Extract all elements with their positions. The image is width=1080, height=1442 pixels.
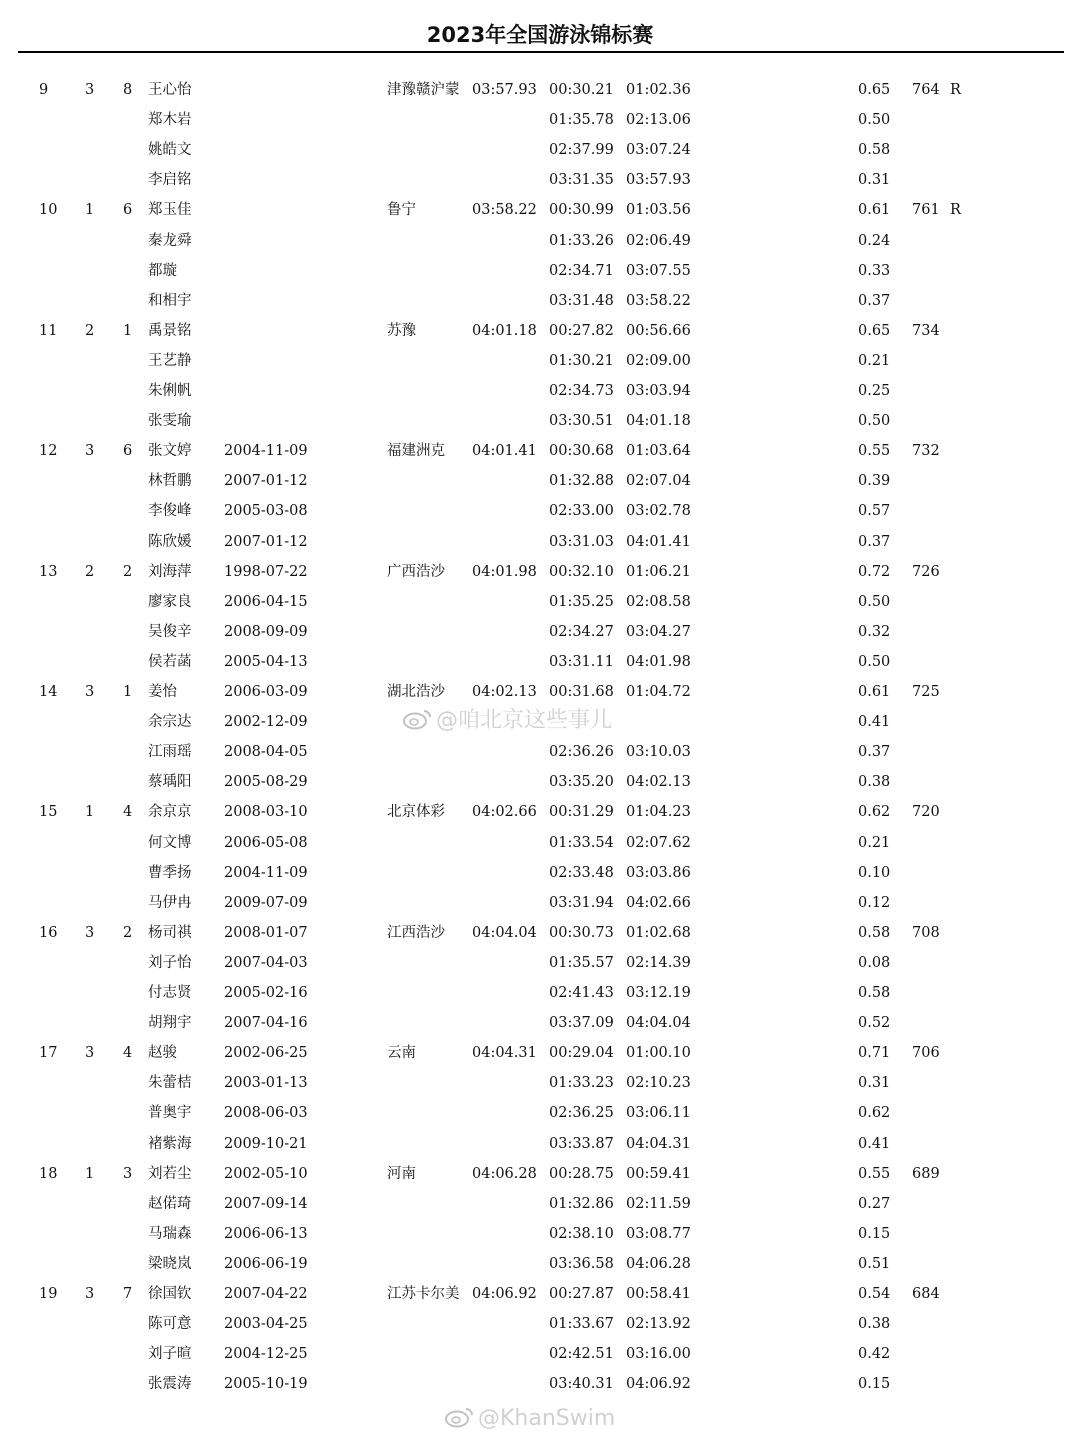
time-cell: 04:04.04 [472, 924, 537, 941]
swimmer-name-cell: 张雯瑜 [148, 413, 192, 430]
birth-date-cell: 2006-05-08 [224, 834, 308, 851]
swimmer-name-cell: 王心怡 [148, 82, 192, 98]
reaction-time-cell: 0.08 [858, 954, 891, 971]
split-time-cell: 03:07.55 [626, 262, 691, 279]
swimmer-name-cell: 朱俐帆 [148, 383, 192, 399]
reaction-time-cell: 0.32 [858, 623, 891, 640]
split-time-cell: 02:41.43 [549, 985, 614, 1001]
rank-cell: 10 [39, 202, 58, 219]
swimmer-name-cell: 马瑞森 [148, 1225, 192, 1242]
birth-date-cell: 2005-04-13 [224, 653, 308, 670]
team-cell: 江苏卡尔美 [387, 1286, 460, 1302]
split-time-cell: 02:06.49 [626, 232, 691, 249]
split-time-cell: 03:58.22 [626, 292, 691, 309]
swimmer-name-cell: 都璇 [148, 262, 177, 279]
swimmer-name-cell: 杨司祺 [148, 924, 192, 941]
swimmer-name-cell: 姚皓文 [148, 142, 192, 159]
reaction-time-cell: 0.37 [858, 292, 891, 309]
heat-cell: 3 [85, 1045, 95, 1062]
swimmer-name-cell: 陈欣媛 [148, 533, 192, 550]
birth-date-cell: 2008-03-10 [224, 804, 308, 821]
split-time-cell: 03:02.78 [626, 503, 691, 520]
reaction-time-cell: 0.50 [858, 112, 891, 129]
split-time-cell: 02:34.71 [549, 262, 614, 279]
birth-date-cell: 2005-03-08 [224, 503, 308, 520]
swimmer-name-cell: 和相宇 [148, 292, 192, 309]
points-cell: 708 [912, 924, 940, 941]
reaction-time-cell: 0.31 [858, 172, 891, 189]
time-cell: 03:57.93 [472, 82, 537, 98]
page-title: 2023年全国游泳锦标赛 [426, 23, 654, 47]
swimmer-name-cell: 刘子怡 [148, 954, 192, 971]
team-cell: 津豫赣沪蒙 [387, 82, 460, 98]
split-time-cell: 03:04.27 [626, 623, 691, 640]
swimmer-name-cell: 江雨瑶 [148, 744, 192, 761]
split-time-cell: 04:04.31 [626, 1135, 691, 1152]
team-cell: 江西浩沙 [387, 924, 445, 941]
swimmer-name-cell: 赵偌琦 [148, 1195, 192, 1212]
split-time-cell: 03:31.48 [549, 292, 614, 309]
birth-date-cell: 2007-04-03 [224, 954, 308, 971]
split-time-cell: 03:31.94 [549, 894, 614, 911]
points-cell: 764 [912, 82, 940, 98]
split-time-cell: 03:30.51 [549, 413, 614, 430]
swimmer-name-cell: 何文博 [148, 834, 192, 851]
swimmer-name-cell: 刘若尘 [148, 1165, 192, 1182]
points-cell: 725 [912, 684, 940, 700]
swimmer-name-cell: 吴俊辛 [148, 623, 192, 640]
birth-date-cell: 2008-06-03 [224, 1105, 308, 1122]
lane-cell: 2 [123, 563, 133, 580]
split-time-cell: 03:31.11 [549, 653, 614, 670]
split-time-cell: 01:03.64 [626, 443, 691, 460]
birth-date-cell: 2002-05-10 [224, 1165, 308, 1182]
reaction-time-cell: 0.61 [858, 202, 891, 219]
reaction-time-cell: 0.15 [858, 1225, 891, 1242]
swimmer-name-cell: 胡翔宇 [148, 1015, 192, 1032]
rank-cell: 9 [39, 82, 49, 98]
reaction-time-cell: 0.21 [858, 352, 891, 369]
split-time-cell: 02:07.04 [626, 473, 691, 490]
birth-date-cell: 2008-09-09 [224, 623, 308, 640]
birth-date-cell: 2005-02-16 [224, 985, 308, 1001]
split-time-cell: 01:32.86 [549, 1195, 614, 1212]
record-note-cell: R [950, 82, 961, 98]
swimmer-name-cell: 刘子暄 [148, 1346, 192, 1363]
team-cell: 云南 [387, 1045, 416, 1062]
split-time-cell: 01:33.23 [549, 1075, 614, 1092]
birth-date-cell: 2006-06-13 [224, 1225, 308, 1242]
swimmer-name-cell: 赵骏 [148, 1045, 177, 1062]
split-time-cell: 03:12.19 [626, 985, 691, 1001]
split-time-cell: 03:07.24 [626, 142, 691, 159]
weibo-icon [402, 708, 432, 730]
birth-date-cell: 2006-03-09 [224, 684, 308, 700]
lane-cell: 2 [123, 924, 133, 941]
split-time-cell: 03:10.03 [626, 744, 691, 761]
reaction-time-cell: 0.72 [858, 563, 891, 580]
team-cell: 湖北浩沙 [387, 684, 445, 700]
lane-cell: 6 [123, 202, 133, 219]
time-cell: 03:58.22 [472, 202, 537, 219]
split-time-cell: 01:03.56 [626, 202, 691, 219]
swimmer-name-cell: 郑木岩 [148, 112, 192, 129]
reaction-time-cell: 0.58 [858, 924, 891, 941]
reaction-time-cell: 0.27 [858, 1195, 891, 1212]
reaction-time-cell: 0.10 [858, 864, 891, 881]
split-time-cell: 04:02.66 [626, 894, 691, 911]
rank-cell: 12 [39, 443, 58, 460]
reaction-time-cell: 0.55 [858, 443, 891, 460]
split-time-cell: 02:14.39 [626, 954, 691, 971]
reaction-time-cell: 0.58 [858, 142, 891, 159]
reaction-time-cell: 0.50 [858, 653, 891, 670]
swimmer-name-cell: 普奥宇 [148, 1105, 192, 1122]
split-time-cell: 04:01.98 [626, 653, 691, 670]
reaction-time-cell: 0.65 [858, 82, 891, 98]
swimmer-name-cell: 张震涛 [148, 1376, 192, 1393]
split-time-cell: 01:35.57 [549, 954, 614, 971]
split-time-cell: 02:38.10 [549, 1225, 614, 1242]
birth-date-cell: 2007-01-12 [224, 473, 308, 490]
heat-cell: 3 [85, 1286, 95, 1302]
birth-date-cell: 2009-07-09 [224, 894, 308, 911]
split-time-cell: 03:31.03 [549, 533, 614, 550]
birth-date-cell: 2007-09-14 [224, 1195, 308, 1212]
split-time-cell: 02:13.92 [626, 1316, 691, 1333]
lane-cell: 4 [123, 1045, 133, 1062]
reaction-time-cell: 0.39 [858, 473, 891, 490]
reaction-time-cell: 0.52 [858, 1015, 891, 1032]
split-time-cell: 02:36.25 [549, 1105, 614, 1122]
reaction-time-cell: 0.61 [858, 684, 891, 700]
heat-cell: 3 [85, 443, 95, 460]
reaction-time-cell: 0.41 [858, 714, 891, 731]
heat-cell: 3 [85, 684, 95, 700]
split-time-cell: 01:33.54 [549, 834, 614, 851]
points-cell: 734 [912, 322, 940, 339]
reaction-time-cell: 0.37 [858, 744, 891, 761]
swimmer-name-cell: 廖家良 [148, 593, 192, 610]
swimmer-name-cell: 禹景铭 [148, 322, 192, 339]
swimmer-name-cell: 徐国钦 [148, 1286, 192, 1302]
split-time-cell: 00:30.73 [549, 924, 614, 941]
lane-cell: 8 [123, 82, 133, 98]
heat-cell: 1 [85, 804, 95, 821]
swimmer-name-cell: 秦龙舜 [148, 232, 192, 249]
birth-date-cell: 2005-08-29 [224, 774, 308, 791]
reaction-time-cell: 0.12 [858, 894, 891, 911]
split-time-cell: 02:37.99 [549, 142, 614, 159]
points-cell: 684 [912, 1286, 940, 1302]
split-time-cell: 01:00.10 [626, 1045, 691, 1062]
split-time-cell: 01:02.68 [626, 924, 691, 941]
split-time-cell: 03:37.09 [549, 1015, 614, 1032]
birth-date-cell: 2003-01-13 [224, 1075, 308, 1092]
split-time-cell: 04:06.28 [626, 1255, 691, 1272]
heat-cell: 1 [85, 1165, 95, 1182]
weibo-icon [444, 1406, 474, 1428]
time-cell: 04:02.13 [472, 684, 537, 700]
swimmer-name-cell: 李启铭 [148, 172, 192, 189]
split-time-cell: 00:32.10 [549, 563, 614, 580]
record-note-cell: R [950, 202, 961, 219]
team-cell: 苏豫 [387, 322, 416, 339]
split-time-cell: 03:33.87 [549, 1135, 614, 1152]
split-time-cell: 01:33.26 [549, 232, 614, 249]
points-cell: 706 [912, 1045, 940, 1062]
reaction-time-cell: 0.55 [858, 1165, 891, 1182]
birth-date-cell: 2005-10-19 [224, 1376, 308, 1393]
swimmer-name-cell: 林哲鹏 [148, 473, 192, 490]
swimmer-name-cell: 褚紫海 [148, 1135, 192, 1152]
reaction-time-cell: 0.38 [858, 774, 891, 791]
swimmer-name-cell: 李俊峰 [148, 503, 192, 520]
split-time-cell: 02:07.62 [626, 834, 691, 851]
split-time-cell: 03:08.77 [626, 1225, 691, 1242]
split-time-cell: 02:34.27 [549, 623, 614, 640]
split-time-cell: 00:29.04 [549, 1045, 614, 1062]
split-time-cell: 00:30.68 [549, 443, 614, 460]
swimmer-name-cell: 姜怡 [148, 684, 177, 700]
birth-date-cell: 1998-07-22 [224, 563, 308, 580]
split-time-cell: 04:01.18 [626, 413, 691, 430]
rank-cell: 17 [39, 1045, 58, 1062]
split-time-cell: 02:36.26 [549, 744, 614, 761]
heat-cell: 3 [85, 82, 95, 98]
reaction-time-cell: 0.25 [858, 383, 891, 399]
split-time-cell: 00:58.41 [626, 1286, 691, 1302]
split-time-cell: 01:04.72 [626, 684, 691, 700]
rank-cell: 16 [39, 924, 58, 941]
reaction-time-cell: 0.33 [858, 262, 891, 279]
swimmer-name-cell: 侯若菡 [148, 653, 192, 670]
reaction-time-cell: 0.31 [858, 1075, 891, 1092]
split-time-cell: 03:57.93 [626, 172, 691, 189]
swimmer-name-cell: 曹季扬 [148, 864, 192, 881]
reaction-time-cell: 0.71 [858, 1045, 891, 1062]
swimmer-name-cell: 余宗达 [148, 714, 192, 731]
split-time-cell: 02:33.48 [549, 864, 614, 881]
split-time-cell: 02:34.73 [549, 383, 614, 399]
birth-date-cell: 2002-12-09 [224, 714, 308, 731]
swimmer-name-cell: 朱蕾桔 [148, 1075, 192, 1092]
time-cell: 04:06.92 [472, 1286, 537, 1302]
rank-cell: 13 [39, 563, 58, 580]
split-time-cell: 02:11.59 [626, 1195, 691, 1212]
lane-cell: 7 [123, 1286, 133, 1302]
swimmer-name-cell: 陈可意 [148, 1316, 192, 1333]
swimmer-name-cell: 梁晓岚 [148, 1255, 192, 1272]
birth-date-cell: 2003-04-25 [224, 1316, 308, 1333]
points-cell: 726 [912, 563, 940, 580]
split-time-cell: 01:35.78 [549, 112, 614, 129]
reaction-time-cell: 0.24 [858, 232, 891, 249]
swimmer-name-cell: 郑玉佳 [148, 202, 192, 219]
birth-date-cell: 2004-11-09 [224, 864, 308, 881]
rank-cell: 11 [39, 322, 58, 339]
reaction-time-cell: 0.65 [858, 322, 891, 339]
split-time-cell: 00:30.99 [549, 202, 614, 219]
rank-cell: 18 [39, 1165, 58, 1182]
birth-date-cell: 2007-01-12 [224, 533, 308, 550]
heat-cell: 2 [85, 563, 95, 580]
split-time-cell: 03:03.86 [626, 864, 691, 881]
time-cell: 04:01.98 [472, 563, 537, 580]
heat-cell: 2 [85, 322, 95, 339]
team-cell: 北京体彩 [387, 804, 445, 821]
swimmer-name-cell: 马伊冉 [148, 894, 192, 911]
heat-cell: 3 [85, 924, 95, 941]
split-time-cell: 04:06.92 [626, 1376, 691, 1393]
team-cell: 鲁宁 [387, 202, 416, 219]
split-time-cell: 04:02.13 [626, 774, 691, 791]
watermark [402, 708, 612, 734]
reaction-time-cell: 0.50 [858, 593, 891, 610]
split-time-cell: 03:16.00 [626, 1346, 691, 1363]
time-cell: 04:06.28 [472, 1165, 537, 1182]
split-time-cell: 02:13.06 [626, 112, 691, 129]
split-time-cell: 03:40.31 [549, 1376, 614, 1393]
birth-date-cell: 2008-01-07 [224, 924, 308, 941]
split-time-cell: 00:56.66 [626, 322, 691, 339]
team-cell: 河南 [387, 1165, 416, 1182]
split-time-cell: 02:10.23 [626, 1075, 691, 1092]
team-cell: 广西浩沙 [387, 563, 445, 580]
heat-cell: 1 [85, 202, 95, 219]
points-cell: 720 [912, 804, 940, 821]
split-time-cell: 03:03.94 [626, 383, 691, 399]
split-time-cell: 00:31.29 [549, 804, 614, 821]
split-time-cell: 01:33.67 [549, 1316, 614, 1333]
points-cell: 761 [912, 202, 940, 219]
split-time-cell: 02:08.58 [626, 593, 691, 610]
birth-date-cell: 2007-04-16 [224, 1015, 308, 1032]
team-cell: 福建洲克 [387, 443, 445, 460]
split-time-cell: 02:42.51 [549, 1346, 614, 1363]
time-cell: 04:01.41 [472, 443, 537, 460]
watermark-text: @咱北京这些事儿 [436, 708, 613, 733]
birth-date-cell: 2004-12-25 [224, 1346, 308, 1363]
points-cell: 732 [912, 443, 940, 460]
rank-cell: 15 [39, 804, 58, 821]
swimmer-name-cell: 余京京 [148, 804, 192, 821]
reaction-time-cell: 0.21 [858, 834, 891, 851]
reaction-time-cell: 0.37 [858, 533, 891, 550]
birth-date-cell: 2007-04-22 [224, 1286, 308, 1302]
birth-date-cell: 2006-04-15 [224, 593, 308, 610]
rank-cell: 19 [39, 1286, 58, 1302]
swimmer-name-cell: 付志贤 [148, 985, 192, 1001]
split-time-cell: 03:31.35 [549, 172, 614, 189]
birth-date-cell: 2009-10-21 [224, 1135, 308, 1152]
reaction-time-cell: 0.51 [858, 1255, 891, 1272]
points-cell: 689 [912, 1165, 940, 1182]
reaction-time-cell: 0.42 [858, 1346, 891, 1363]
birth-date-cell: 2004-11-09 [224, 443, 308, 460]
split-time-cell: 03:35.20 [549, 774, 614, 791]
reaction-time-cell: 0.62 [858, 1105, 891, 1122]
reaction-time-cell: 0.54 [858, 1286, 891, 1302]
swimmer-name-cell: 刘海萍 [148, 563, 192, 580]
reaction-time-cell: 0.62 [858, 804, 891, 821]
split-time-cell: 01:06.21 [626, 563, 691, 580]
split-time-cell: 00:30.21 [549, 82, 614, 98]
swimmer-name-cell: 王艺静 [148, 352, 192, 369]
time-cell: 04:04.31 [472, 1045, 537, 1062]
split-time-cell: 00:31.68 [549, 684, 614, 700]
split-time-cell: 03:36.58 [549, 1255, 614, 1272]
split-time-cell: 03:06.11 [626, 1105, 691, 1122]
split-time-cell: 02:33.00 [549, 503, 614, 520]
reaction-time-cell: 0.58 [858, 985, 891, 1001]
split-time-cell: 01:04.23 [626, 804, 691, 821]
birth-date-cell: 2002-06-25 [224, 1045, 308, 1062]
split-time-cell: 01:30.21 [549, 352, 614, 369]
rank-cell: 14 [39, 684, 58, 700]
split-time-cell: 00:59.41 [626, 1165, 691, 1182]
time-cell: 04:02.66 [472, 804, 537, 821]
split-time-cell: 00:27.82 [549, 322, 614, 339]
reaction-time-cell: 0.15 [858, 1376, 891, 1393]
lane-cell: 1 [123, 684, 133, 700]
watermark-text: @KhanSwim [478, 1406, 616, 1431]
split-time-cell: 02:09.00 [626, 352, 691, 369]
split-time-cell: 04:04.04 [626, 1015, 691, 1032]
split-time-cell: 04:01.41 [626, 533, 691, 550]
lane-cell: 3 [123, 1165, 133, 1182]
split-time-cell: 01:35.25 [549, 593, 614, 610]
lane-cell: 4 [123, 804, 133, 821]
split-time-cell: 00:27.87 [549, 1286, 614, 1302]
time-cell: 04:01.18 [472, 322, 537, 339]
watermark [444, 1406, 615, 1432]
split-time-cell: 01:02.36 [626, 82, 691, 98]
reaction-time-cell: 0.38 [858, 1316, 891, 1333]
lane-cell: 1 [123, 322, 133, 339]
birth-date-cell: 2008-04-05 [224, 744, 308, 761]
reaction-time-cell: 0.50 [858, 413, 891, 430]
lane-cell: 6 [123, 443, 133, 460]
swimmer-name-cell: 张文婷 [148, 443, 192, 460]
split-time-cell: 00:28.75 [549, 1165, 614, 1182]
reaction-time-cell: 0.57 [858, 503, 891, 520]
reaction-time-cell: 0.41 [858, 1135, 891, 1152]
birth-date-cell: 2006-06-19 [224, 1255, 308, 1272]
swimmer-name-cell: 蔡瑀阳 [148, 774, 192, 791]
split-time-cell: 01:32.88 [549, 473, 614, 490]
